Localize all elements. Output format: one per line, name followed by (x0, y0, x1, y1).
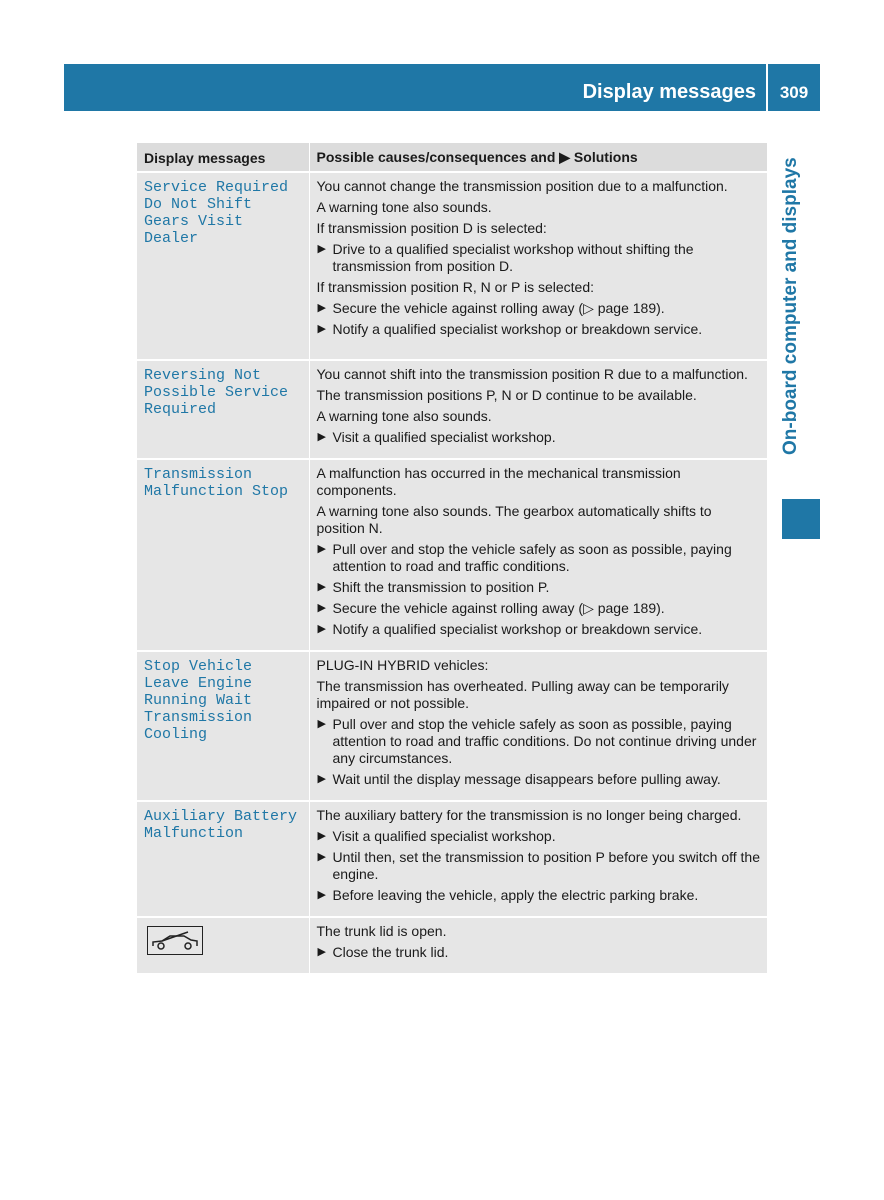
bullet-arrow-icon: ▶ (317, 323, 326, 335)
bullet-item: ▶ Close the trunk lid. (317, 944, 449, 960)
table-row (137, 651, 767, 801)
section-side-title: On-board computer and displays (780, 157, 801, 455)
bullet-item: ▶ Visit a qualified specialist workshop. (317, 429, 556, 445)
bullet-item: ▶ Shift the transmission to position P. (317, 579, 550, 595)
bullet-item: ▶ Pull over and stop the vehicle safely as soon as possible, paying attention to road and traffic conditions. Do not continue driving under any circumstances. (317, 716, 757, 766)
bullet-item: ▶ Secure the vehicle against rolling away (▷ page 189). (317, 600, 665, 616)
bullet-arrow-icon: ▶ (317, 302, 326, 314)
display-messages-table (137, 143, 767, 973)
bullet-arrow-icon: ▶ (317, 623, 326, 635)
table-row (137, 360, 767, 459)
bullet-arrow-icon: ▶ (317, 602, 326, 614)
bullet-item: ▶ Until then, set the transmission to position P before you switch off the engine. (317, 849, 760, 882)
paragraph: A malfunction has occurred in the mechanical transmission components. (316, 465, 681, 498)
paragraph: If transmission position D is selected: (316, 220, 547, 236)
paragraph: A warning tone also sounds. (316, 199, 492, 215)
bullet-arrow-icon: ▶ (317, 718, 326, 730)
bullet-item: ▶ Drive to a qualified specialist workshop without shifting the transmission from position D. (317, 241, 694, 274)
bullet-item: ▶ Notify a qualified specialist workshop or breakdown service. (317, 321, 703, 337)
paragraph: The transmission positions P, N or D continue to be available. (316, 387, 697, 403)
bullet-arrow-icon: ▶ (317, 243, 326, 255)
row-description (309, 917, 767, 973)
display-message: Stop Vehicle Leave Engine Running Wait Transmission Cooling (137, 651, 309, 801)
bullet-arrow-icon: ▶ (317, 851, 326, 863)
bullet-arrow-icon: ▶ (317, 946, 326, 958)
paragraph: You cannot shift into the transmission position R due to a malfunction. (316, 366, 748, 382)
table-header-row (137, 143, 767, 172)
bullet-item: ▶ Pull over and stop the vehicle safely as soon as possible, paying attention to road and traffic conditions. (317, 541, 732, 574)
paragraph: A warning tone also sounds. The gearbox automatically shifts to position N. (316, 503, 712, 536)
paragraph: You cannot change the transmission position due to a malfunction. (316, 178, 728, 194)
bullet-arrow-icon: ▶ (317, 889, 326, 901)
bullet-item: ▶ Secure the vehicle against rolling away (▷ page 189). (317, 300, 665, 316)
row-description (309, 172, 767, 360)
paragraph: The trunk lid is open. (316, 923, 447, 939)
table-row (137, 917, 767, 973)
column-header-messages: Display messages (137, 143, 309, 172)
bullet-arrow-icon: ▶ (317, 773, 326, 785)
paragraph: The auxiliary battery for the transmission is no longer being charged. (316, 807, 742, 823)
display-message: Auxiliary Battery Malfunction (137, 801, 309, 917)
bullet-arrow-icon: ▶ (317, 543, 326, 555)
table-row (137, 459, 767, 651)
display-message: Service Required Do Not Shift Gears Visit Dealer (137, 172, 309, 360)
bullet-arrow-icon: ▶ (317, 581, 326, 593)
page-title: Display messages (582, 81, 756, 103)
bullet-arrow-icon: ▶ (317, 431, 326, 443)
section-tab-marker (782, 499, 820, 539)
bullet-item: ▶ Before leaving the vehicle, apply the electric parking brake. (317, 887, 699, 903)
display-message-icon-cell (137, 917, 309, 973)
page-number: 309 (779, 83, 809, 102)
paragraph: A warning tone also sounds. (316, 408, 492, 424)
bullet-item: ▶ Notify a qualified specialist workshop or breakdown service. (317, 621, 703, 637)
bullet-item: ▶ Visit a qualified specialist workshop. (317, 828, 556, 844)
display-message: Reversing Not Possible Service Required (137, 360, 309, 459)
paragraph: The transmission has overheated. Pulling away can be temporarily impaired or not possible. (316, 678, 729, 711)
row-description (309, 360, 767, 459)
display-message: Transmission Malfunction Stop (137, 459, 309, 651)
row-description (309, 801, 767, 917)
row-description (309, 651, 767, 801)
bullet-item: ▶ Wait until the display message disappears before pulling away. (317, 771, 721, 787)
table-row (137, 801, 767, 917)
paragraph: PLUG-IN HYBRID vehicles: (316, 657, 489, 673)
bullet-arrow-icon: ▶ (317, 830, 326, 842)
paragraph: If transmission position R, N or P is selected: (316, 279, 595, 295)
column-header-causes: Possible causes/consequences and ▶ Solutions (309, 143, 767, 172)
row-description (309, 459, 767, 651)
trunk-open-icon (147, 926, 203, 955)
table-row (137, 172, 767, 360)
